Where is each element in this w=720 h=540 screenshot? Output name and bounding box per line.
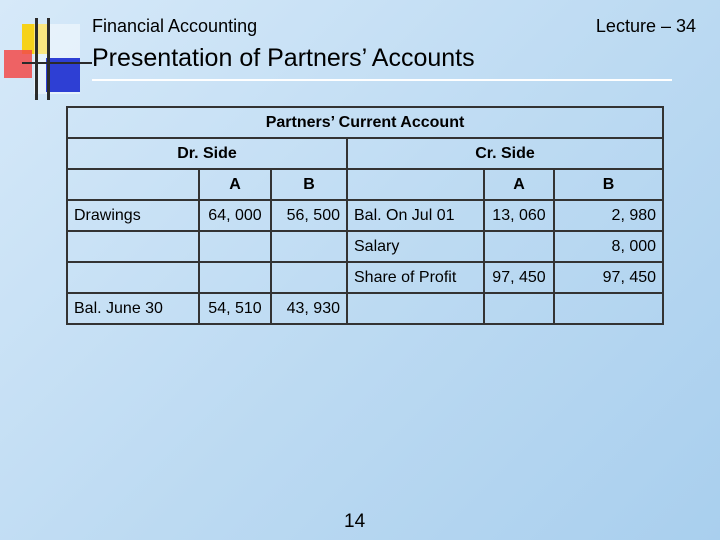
cr-a-amount: 13, 060 xyxy=(484,200,554,231)
cr-partner-b-header: B xyxy=(554,169,663,200)
dr-b-amount: 56, 500 xyxy=(271,200,347,231)
table-row xyxy=(67,231,663,262)
table-title-row xyxy=(67,107,663,138)
dr-a-amount xyxy=(199,231,271,262)
logo-line xyxy=(35,18,38,100)
dr-a-amount: 64, 000 xyxy=(199,200,271,231)
cr-label: Salary xyxy=(347,231,484,262)
cr-b-amount: 97, 450 xyxy=(554,262,663,293)
dr-a-amount: 54, 510 xyxy=(199,293,271,324)
blank-cell xyxy=(67,169,199,200)
table-row xyxy=(67,262,663,293)
cr-b-amount: 8, 000 xyxy=(554,231,663,262)
slide-title: Presentation of Partners’ Accounts xyxy=(92,44,475,72)
course-title: Financial Accounting xyxy=(92,16,258,36)
side-header-row xyxy=(67,138,663,169)
logo-red-square xyxy=(4,50,32,78)
page-number: 14 xyxy=(344,511,366,532)
cr-a-amount: 97, 450 xyxy=(484,262,554,293)
cr-a-amount xyxy=(484,231,554,262)
cr-partner-a-header: A xyxy=(484,169,554,200)
cr-label xyxy=(347,293,484,324)
logo-line xyxy=(22,62,92,64)
title-divider xyxy=(92,79,672,81)
dr-label xyxy=(67,262,199,293)
lecture-number: Lecture – 34 xyxy=(595,16,696,36)
table-row xyxy=(67,293,663,324)
dr-label: Bal. June 30 xyxy=(67,293,199,324)
cr-label: Share of Profit xyxy=(347,262,484,293)
cr-b-amount: 2, 980 xyxy=(554,200,663,231)
table-row xyxy=(67,200,663,231)
cr-side-header: Cr. Side xyxy=(347,138,663,169)
dr-label xyxy=(67,231,199,262)
cr-label: Bal. On Jul 01 xyxy=(347,200,484,231)
dr-label: Drawings xyxy=(67,200,199,231)
dr-side-header: Dr. Side xyxy=(67,138,347,169)
logo-line xyxy=(47,18,50,100)
dr-partner-b-header: B xyxy=(271,169,347,200)
account-title: Partners’ Current Account xyxy=(67,107,663,138)
dr-b-amount xyxy=(271,231,347,262)
dr-b-amount xyxy=(271,262,347,293)
logo xyxy=(0,0,100,100)
cr-a-amount xyxy=(484,293,554,324)
dr-partner-a-header: A xyxy=(199,169,271,200)
dr-b-amount: 43, 930 xyxy=(271,293,347,324)
dr-a-amount xyxy=(199,262,271,293)
partners-current-account-table xyxy=(66,106,664,325)
blank-cell xyxy=(347,169,484,200)
partner-header-row xyxy=(67,169,663,200)
cr-b-amount xyxy=(554,293,663,324)
